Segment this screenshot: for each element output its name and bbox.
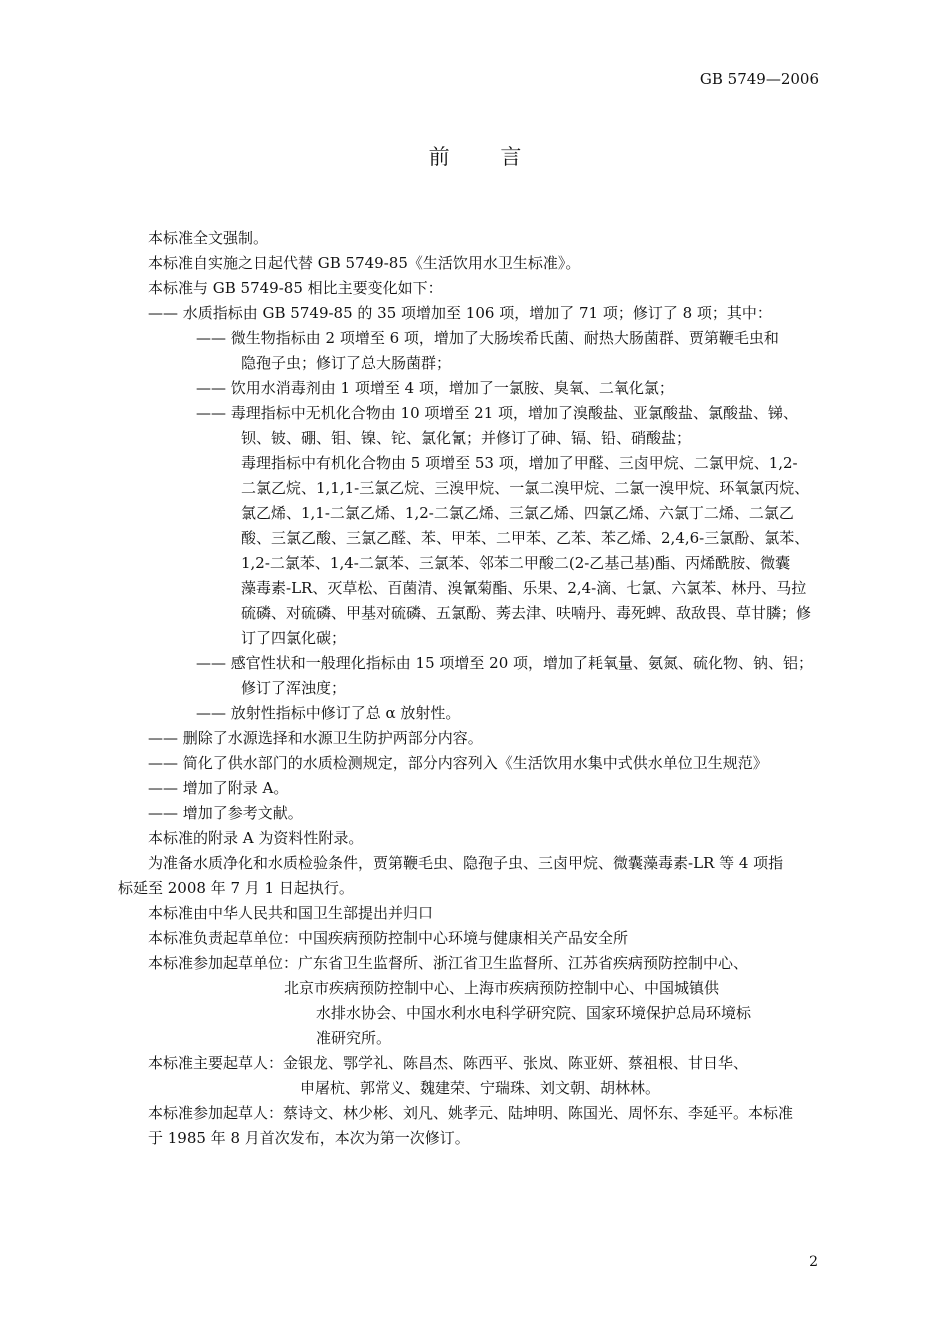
text-line: 北京市疾病预防控制中心、上海市疾病预防控制中心、中国城镇供 [284, 979, 720, 997]
text-line: 二氯乙烷、1,1,1-三氯乙烷、三溴甲烷、一氯二溴甲烷、二氯一溴甲烷、环氧氯丙烷、 [241, 479, 810, 497]
text-line: 本标准自实施之日起代替 GB 5749-85《生活饮用水卫生标准》。 [148, 254, 581, 272]
text-line: 本标准的附录 A 为资料性附录。 [148, 829, 364, 847]
text-line: 水排水协会、中国水利水电科学研究院、国家环境保护总局环境标 [316, 1004, 752, 1022]
text-line: 隐孢子虫；修订了总大肠菌群； [241, 354, 452, 372]
text-line: 本标准由中华人民共和国卫生部提出并归口 [148, 904, 434, 922]
text-line: 本标准参加起草单位：广东省卫生监督所、浙江省卫生监督所、江苏省疾病预防控制中心、 [148, 954, 749, 972]
text-line: 氯乙烯、1,1-二氯乙烯、1,2-二氯乙烯、三氯乙烯、四氯乙烯、六氯丁二烯、二氯乙 [241, 504, 794, 522]
text-line: 1,2-二氯苯、1,4-二氯苯、三氯苯、邻苯二甲酸二(2-乙基己基)酯、丙烯酰胺、微囊 [241, 554, 791, 572]
text-line: 本标准负责起草单位：中国疾病预防控制中心环境与健康相关产品安全所 [148, 929, 629, 947]
text-line: —— 饮用水消毒剂由 1 项增至 4 项，增加了一氯胺、臭氧、二氧化氯； [196, 379, 674, 397]
text-line: —— 微生物指标由 2 项增至 6 项，增加了大肠埃希氏菌、耐热大肠菌群、贾第鞭毛虫和 [196, 329, 779, 347]
standard-code: GB 5749—2006 [699, 70, 819, 88]
text-line: 标延至 2008 年 7 月 1 日起执行。 [118, 879, 354, 897]
text-line: 本标准主要起草人：金银龙、鄂学礼、陈昌杰、陈西平、张岚、陈亚妍、蔡祖根、甘日华、 [148, 1054, 749, 1072]
text-line: —— 简化了供水部门的水质检测规定，部分内容列入《生活饮用水集中式供水单位卫生规范》 [148, 754, 768, 772]
text-line: —— 水质指标由 GB 5749-85 的 35 项增加至 106 项，增加了 71 项；修订了 8 项；其中： [148, 304, 772, 322]
text-line: —— 毒理指标中无机化合物由 10 项增至 21 项，增加了溴酸盐、亚氯酸盐、氯酸盐、锑、 [196, 404, 799, 422]
page-number: 2 [809, 1254, 818, 1270]
text-line: 本标准参加起草人：蔡诗文、林少彬、刘凡、姚孝元、陆坤明、陈国光、周怀东、李延平。本标准 [148, 1104, 794, 1122]
text-line: 准研究所。 [316, 1029, 392, 1047]
text-line: —— 放射性指标中修订了总 α 放射性。 [196, 704, 461, 722]
text-line: 酸、三氯乙酸、三氯乙醛、苯、甲苯、二甲苯、乙苯、苯乙烯、2,4,6-三氯酚、氯苯、 [241, 529, 810, 547]
text-line: —— 删除了水源选择和水源卫生防护两部分内容。 [148, 729, 483, 747]
text-line: 为准备水质净化和水质检验条件，贾第鞭毛虫、隐孢子虫、三卤甲烷、微囊藻毒素-LR 等 4 项指 [148, 854, 784, 872]
text-line: 钡、铍、硼、钼、镍、铊、氯化氰；并修订了砷、镉、铅、硝酸盐； [241, 429, 692, 447]
text-line: 修订了浑浊度； [241, 679, 347, 697]
text-line: —— 感官性状和一般理化指标由 15 项增至 20 项，增加了耗氧量、氨氮、硫化物、钠、铝； [196, 654, 814, 672]
text-line: 于 1985 年 8 月首次发布，本次为第一次修订。 [148, 1129, 470, 1147]
text-line: 订了四氯化碳； [241, 629, 347, 647]
page-title: 前 言 [428, 145, 544, 169]
text-line: 申屠杭、郭常义、魏建荣、宁瑞珠、刘文朝、胡林林。 [300, 1079, 661, 1097]
text-line: 硫磷、对硫磷、甲基对硫磷、五氯酚、莠去津、呋喃丹、毒死蜱、敌敌畏、草甘膦；修 [241, 604, 812, 622]
text-line: 本标准与 GB 5749-85 相比主要变化如下： [148, 279, 443, 297]
text-line: 毒理指标中有机化合物由 5 项增至 53 项，增加了甲醛、三卤甲烷、二氯甲烷、1,2- [241, 454, 798, 472]
text-line: 藻毒素-LR、灭草松、百菌清、溴氰菊酯、乐果、2,4-滴、七氯、六氯苯、林丹、马拉 [241, 579, 807, 597]
text-line: —— 增加了参考文献。 [148, 804, 303, 822]
text-line: —— 增加了附录 A。 [148, 779, 289, 797]
text-line: 本标准全文强制。 [148, 229, 269, 247]
